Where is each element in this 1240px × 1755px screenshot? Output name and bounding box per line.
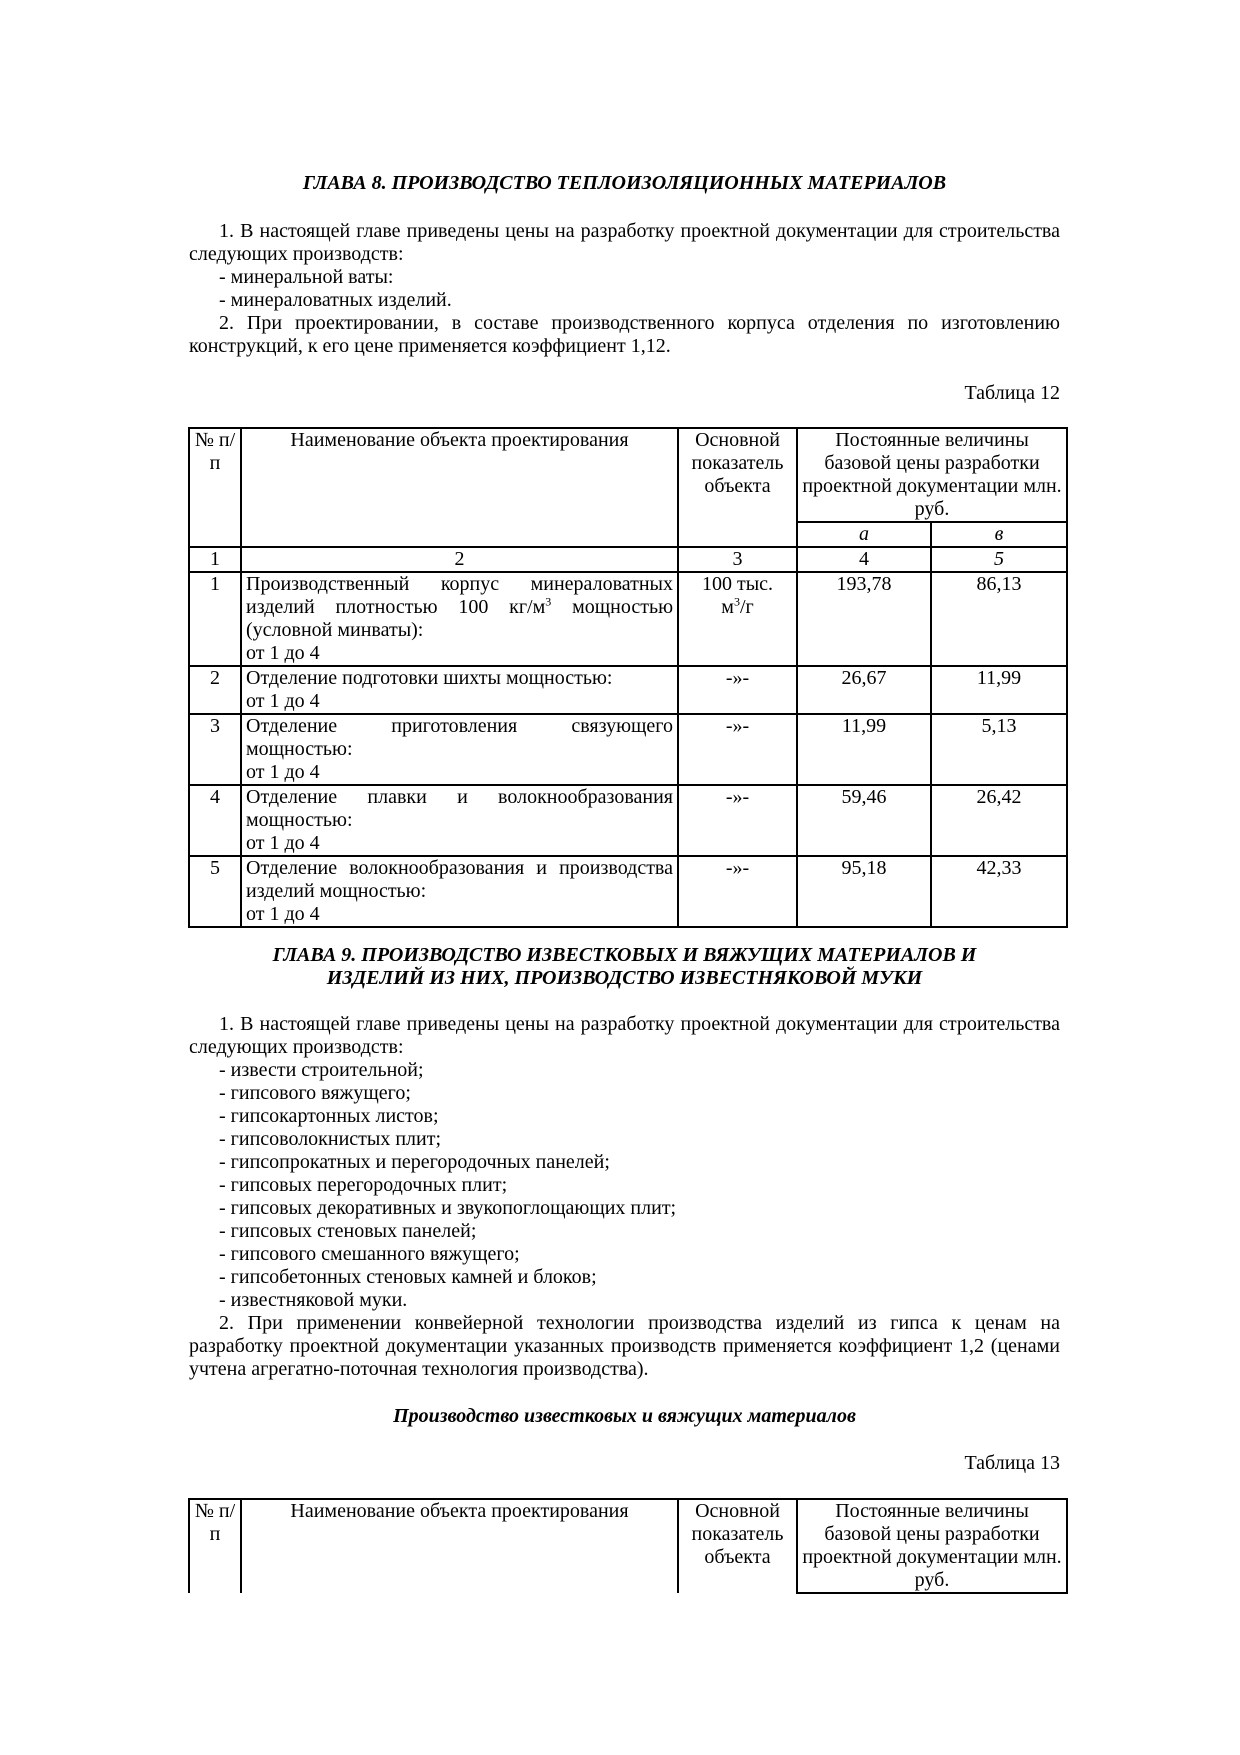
row-value-a: 11,99 (797, 714, 931, 785)
ch9-list-item: - гипсокартонных листов; (219, 1105, 439, 1127)
ch9-list-item: - извести строительной; (219, 1059, 424, 1081)
table-13-header-row (189, 1499, 1067, 1593)
ch9-list-item: - гипсобетонных стеновых камней и блоков; (219, 1266, 597, 1288)
chapter-8-title: ГЛАВА 8. ПРОИЗВОДСТВО ТЕПЛОИЗОЛЯЦИОННЫХ МАТЕРИАЛОВ (302, 172, 947, 194)
table-12-caption: Таблица 12 (964, 382, 1060, 404)
row-value-b: 42,33 (931, 856, 1067, 927)
row-value-a: 26,67 (797, 666, 931, 714)
ch8-paragraph-1: 1. В настоящей главе приведены цены на разработку проектной документации для строительства следующих производств: (189, 220, 1060, 265)
ch9-list-item: - гипсового вяжущего; (219, 1082, 411, 1104)
table-row (189, 856, 1067, 927)
row-name: Отделение приготовления связующего мощностью: от 1 до 4 (241, 714, 678, 785)
row-number: 3 (189, 714, 241, 785)
ch9-paragraph-2: 2. При применении конвейерной технологии производства изделий из гипса к ценам на разработку проектной документации указанных производств применяется коэффициент 1,2 (ценами учтена агрегатно-поточная технология производства). (189, 1312, 1060, 1380)
header-indicator: Основной показатель объекта (678, 428, 797, 547)
row-value-a: 95,18 (797, 856, 931, 927)
column-number: 1 (189, 547, 241, 572)
ch8-paragraph-2: 2. При проектировании, в составе производственного корпуса отделения по изготовлению конструкций, к его цене применяется коэффициент 1,12. (189, 312, 1060, 357)
row-value-b: 5,13 (931, 714, 1067, 785)
row-name: Отделение волокнообразования и производства изделий мощностью: от 1 до 4 (241, 856, 678, 927)
row-name: Отделение подготовки шихты мощностью: от 1 до 4 (241, 666, 678, 714)
header-constants: Постоянные величины базовой цены разработки проектной документации млн. руб. (797, 428, 1067, 522)
row-number: 2 (189, 666, 241, 714)
row-indicator: -»- (678, 856, 797, 927)
row-range: от 1 до 4 (246, 642, 320, 664)
ch9-list-item: - известняковой муки. (219, 1289, 408, 1311)
row-indicator: -»- (678, 714, 797, 785)
row-number: 1 (189, 572, 241, 666)
row-value-b: 26,42 (931, 785, 1067, 856)
header-num: № п/п (189, 428, 241, 547)
ch8-list-item: - минераловатных изделий. (219, 289, 452, 311)
row-range: от 1 до 4 (246, 761, 320, 783)
table-13 (188, 1498, 1068, 1594)
ch8-list-item: - минеральной ваты: (219, 266, 394, 288)
column-number: 3 (678, 547, 797, 572)
header-indicator: Основной показатель объекта (678, 1499, 797, 1593)
row-range: от 1 до 4 (246, 832, 320, 854)
ch9-list-item: - гипсовых стеновых панелей; (219, 1220, 477, 1242)
row-number: 5 (189, 856, 241, 927)
header-num: № п/п (189, 1499, 241, 1593)
table-row (189, 714, 1067, 785)
ch9-list-item: - гипсовых декоративных и звукопоглощающих плит; (219, 1197, 677, 1219)
row-name-text: Производственный корпус минераловатных изделий плотностью 100 $кг/м^3$ мощностью (условной минваты): (246, 573, 674, 641)
table-row (189, 785, 1067, 856)
header-a: а (797, 522, 931, 547)
row-value-b: 86,13 (931, 572, 1067, 666)
section-subtitle: Производство известковых и вяжущих материалов (393, 1405, 856, 1427)
header-name: Наименование объекта проектирования (241, 428, 678, 547)
row-value-b: 11,99 (931, 666, 1067, 714)
chapter-9-text (189, 1013, 1060, 1381)
header-b: в (931, 522, 1067, 547)
row-indicator: 100 тыс. $м^3/г$ (678, 572, 797, 666)
row-range: от 1 до 4 (246, 690, 320, 712)
table-row (189, 666, 1067, 714)
table-12-column-numbers (189, 547, 1067, 572)
row-value-a: 59,46 (797, 785, 931, 856)
ch9-list-item: - гипсоволокнистых плит; (219, 1128, 442, 1150)
column-number: 2 (241, 547, 678, 572)
chapter-9-title-line-2: ИЗДЕЛИЙ ИЗ НИХ, ПРОИЗВОДСТВО ИЗВЕСТНЯКОВОЙ МУКИ (326, 967, 923, 989)
column-number: 4 (797, 547, 931, 572)
header-name: Наименование объекта проектирования (241, 1499, 678, 1593)
row-value-a: 193,78 (797, 572, 931, 666)
ch9-list-item: - гипсового смешанного вяжущего; (219, 1243, 520, 1265)
row-indicator: -»- (678, 666, 797, 714)
row-number: 4 (189, 785, 241, 856)
column-number: 5 (931, 547, 1067, 572)
ch9-list-item: - гипсовых перегородочных плит; (219, 1174, 508, 1196)
chapter-9-title (189, 944, 1060, 990)
header-constants: Постоянные величины базовой цены разработки проектной документации млн. руб. (797, 1499, 1067, 1593)
row-range: от 1 до 4 (246, 903, 320, 925)
table-12-header-row (189, 428, 1067, 522)
table-13-caption: Таблица 13 (964, 1452, 1060, 1474)
ch9-paragraph-1: 1. В настоящей главе приведены цены на разработку проектной документации для строительства следующих производств: (189, 1013, 1060, 1058)
table-12 (188, 427, 1068, 928)
chapter-9-title-line-1: ГЛАВА 9. ПРОИЗВОДСТВО ИЗВЕСТКОВЫХ И ВЯЖУЩИХ МАТЕРИАЛОВ И (272, 944, 977, 966)
chapter-8-text (189, 220, 1060, 358)
table-row (189, 572, 1067, 666)
row-indicator: -»- (678, 785, 797, 856)
row-name (241, 572, 678, 666)
row-name: Отделение плавки и волокнообразования мощностью: от 1 до 4 (241, 785, 678, 856)
ch9-list-item: - гипсопрокатных и перегородочных панелей; (219, 1151, 610, 1173)
